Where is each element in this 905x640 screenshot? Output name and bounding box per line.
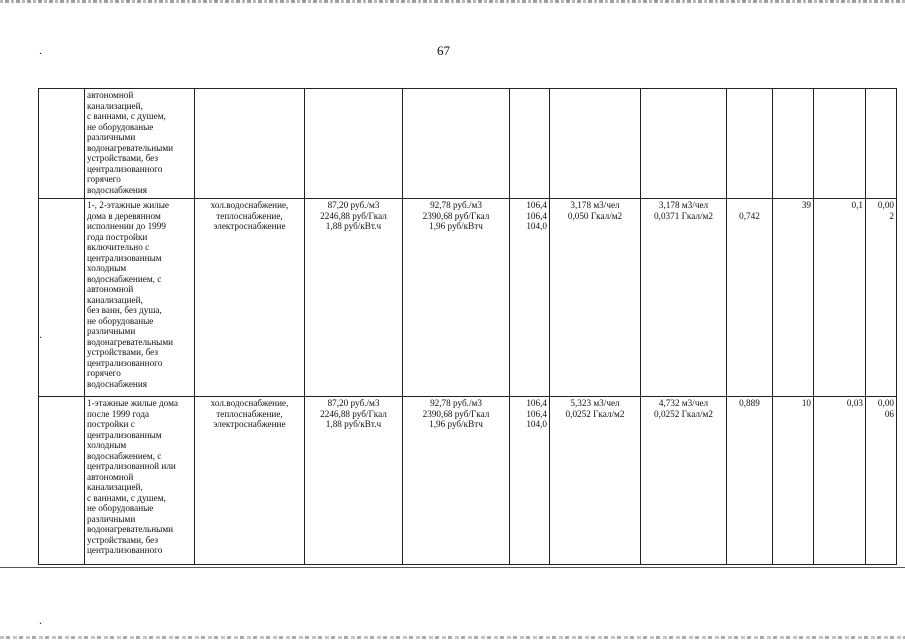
value-2: 0,03 [814, 397, 866, 565]
value-3: 0,00 2 [866, 199, 897, 397]
table-cell [39, 89, 85, 199]
table-row [39, 199, 897, 397]
value-3: 0,00 06 [866, 397, 897, 565]
page-number: 67 [437, 43, 450, 58]
table-cell [39, 199, 85, 397]
consumption-norm-2: 4,732 м3/чел 0,0252 Гкал/м2 [641, 397, 727, 565]
housing-description: автономной канализацией, с ваннами, с душем, не оборудованые различными водонагревательными устройствами, без централизованного горячего водоснабжения [85, 89, 195, 199]
utility-services: хол.водоснабжение, теплоснабжение, электроснабжение [195, 397, 305, 565]
scan-speck: . [39, 43, 42, 57]
tariff-norms-table [38, 88, 897, 565]
scan-top-edge [0, 0, 905, 3]
utility-services: хол.водоснабжение, теплоснабжение, электроснабжение [195, 199, 305, 397]
tariff-2013: 92,78 руб./м3 2390,68 руб/Гкал 1,96 руб/кВтч [403, 397, 510, 565]
tariff-2013 [403, 89, 510, 199]
coefficient: 0,889 [727, 397, 773, 565]
consumption-norm-1 [550, 89, 641, 199]
value-2 [814, 89, 866, 199]
value-3 [866, 89, 897, 199]
coefficient [727, 89, 773, 199]
value-2: 0,1 [814, 199, 866, 397]
utility-services [195, 89, 305, 199]
coefficient: 0,742 [727, 199, 773, 397]
consumption-norm-1: 5,323 м3/чел 0,0252 Гкал/м2 [550, 397, 641, 565]
tariff-index: 106,4 106,4 104,0 [510, 397, 550, 565]
tariff-2012: 87,20 руб./м3 2246,88 руб/Гкал 1,88 руб/кВт.ч [305, 397, 403, 565]
value-1 [773, 89, 814, 199]
consumption-norm-1: 3,178 м3/чел 0,050 Гкал/м2 [550, 199, 641, 397]
scan-speck: . [39, 327, 42, 341]
value-1: 10 [773, 397, 814, 565]
table-row [39, 89, 897, 199]
consumption-norm-2 [641, 89, 727, 199]
value-1: 39 [773, 199, 814, 397]
table-row [39, 397, 897, 565]
tariff-2012: 87,20 руб./м3 2246,88 руб/Гкал 1,88 руб/кВт.ч [305, 199, 403, 397]
tariff-index: 106,4 106,4 104,0 [510, 199, 550, 397]
scan-bottom-edge [0, 636, 905, 639]
scan-speck: . [39, 613, 42, 627]
page-divider [0, 567, 905, 568]
consumption-norm-2: 3,178 м3/чел 0,0371 Гкал/м2 [641, 199, 727, 397]
housing-description: 1-этажные жилые дома после 1999 года постройки с централизованным холодным водоснабжением, с централизованной или автономной канализацией, с ваннами, с душем, не оборудованые различными водонагревательными устройствами, без централизованного [85, 397, 195, 565]
housing-description: 1-, 2-этажные жилые дома в деревянном исполнении до 1999 года постройки включительно с централизованным холодным водоснабжением, с автономной канализацией, без ванн, без душа, не оборудованые различными водонагревательными устройствами, без централизованного горячего водоснабжения [85, 199, 195, 397]
table-cell [39, 397, 85, 565]
tariff-index [510, 89, 550, 199]
tariff-2012 [305, 89, 403, 199]
tariff-2013: 92,78 руб./м3 2390,68 руб/Гкал 1,96 руб/кВтч [403, 199, 510, 397]
